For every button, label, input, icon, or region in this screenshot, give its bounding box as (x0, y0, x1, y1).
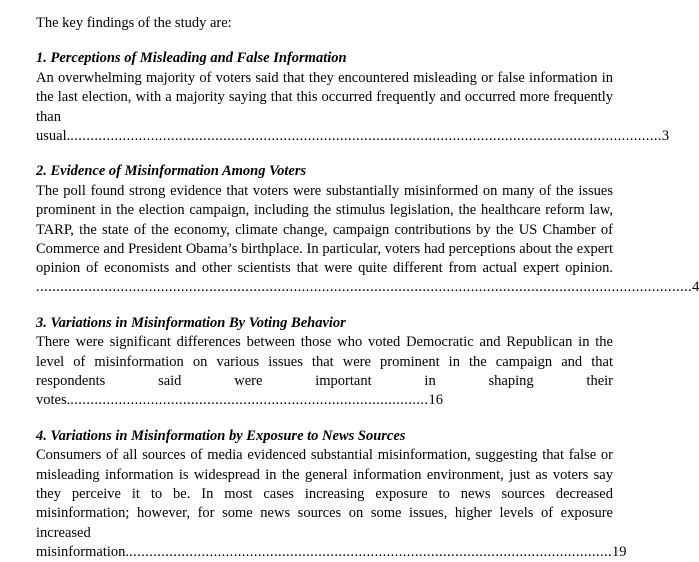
toc-leader-dots: ................................................................................................................................................................... (36, 279, 693, 296)
toc-entry-heading: 4. Variations in Misinformation by Exposure to News Sources (36, 427, 406, 444)
toc-entry-text: The poll found strong evidence that voters were substantially misinformed on many of the issues prominent in the election campaign, including the stimulus legislation, the healthcare reform law, TARP, the state of the economy, climate change, campaign contributions by the US Chamber of Commerce and President Obama’s birthplace. In particular, voters had perceptions about the expert opinion of economists and other scientists that were quite different from actual expert opinion. (36, 182, 613, 277)
toc-entry (36, 49, 670, 146)
toc-entry-body (36, 69, 670, 146)
toc-entry-heading: 2. Evidence of Misinformation Among Voters (36, 163, 307, 180)
toc-page-number: 19 (612, 543, 627, 560)
toc-page-number: 4 (692, 279, 699, 296)
toc-entry-text: An overwhelming majority of voters said that they encountered misleading or false information in the last election, with a majority saying that this occurred frequently and occurred more frequently than usual. (36, 69, 613, 144)
intro-paragraph: The key findings of the study are: (36, 15, 232, 31)
toc-leader-dots: ........................................................................................................................ (129, 543, 613, 560)
toc-entry-text: Consumers of all sources of media evidenced substantial misinformation, suggesting that false or misleading information is widespread in the general information environment, just as voters say they perceive it to be. In most cases increasing exposure to news sources decreased misinformation; however, for some news sources on some issues, higher levels of exposure increased misinformation. (36, 447, 613, 560)
toc-entry-body (36, 333, 613, 410)
toc-entry (36, 427, 627, 562)
toc-entry (36, 314, 613, 411)
toc-entry-text: There were significant differences between those who voted Democratic and Republican in the level of misinformation on various issues that were prominent in the campaign and that respondents said were important in shaping their votes. (36, 334, 613, 409)
toc-leader-dots: ......................................................................................... (70, 392, 429, 409)
toc-entry-body (36, 182, 699, 298)
toc-page-number: 3 (661, 127, 670, 144)
toc-leader-dots: ................................................................................................................................................... (70, 127, 662, 144)
toc-entry (36, 162, 699, 298)
toc-entry-heading: 3. Variations in Misinformation By Voting Behavior (36, 314, 346, 331)
toc-entry-heading: 1. Perceptions of Misleading and False Information (36, 50, 347, 67)
toc-page-number: 16 (428, 392, 443, 409)
toc-entry-body (36, 446, 627, 562)
